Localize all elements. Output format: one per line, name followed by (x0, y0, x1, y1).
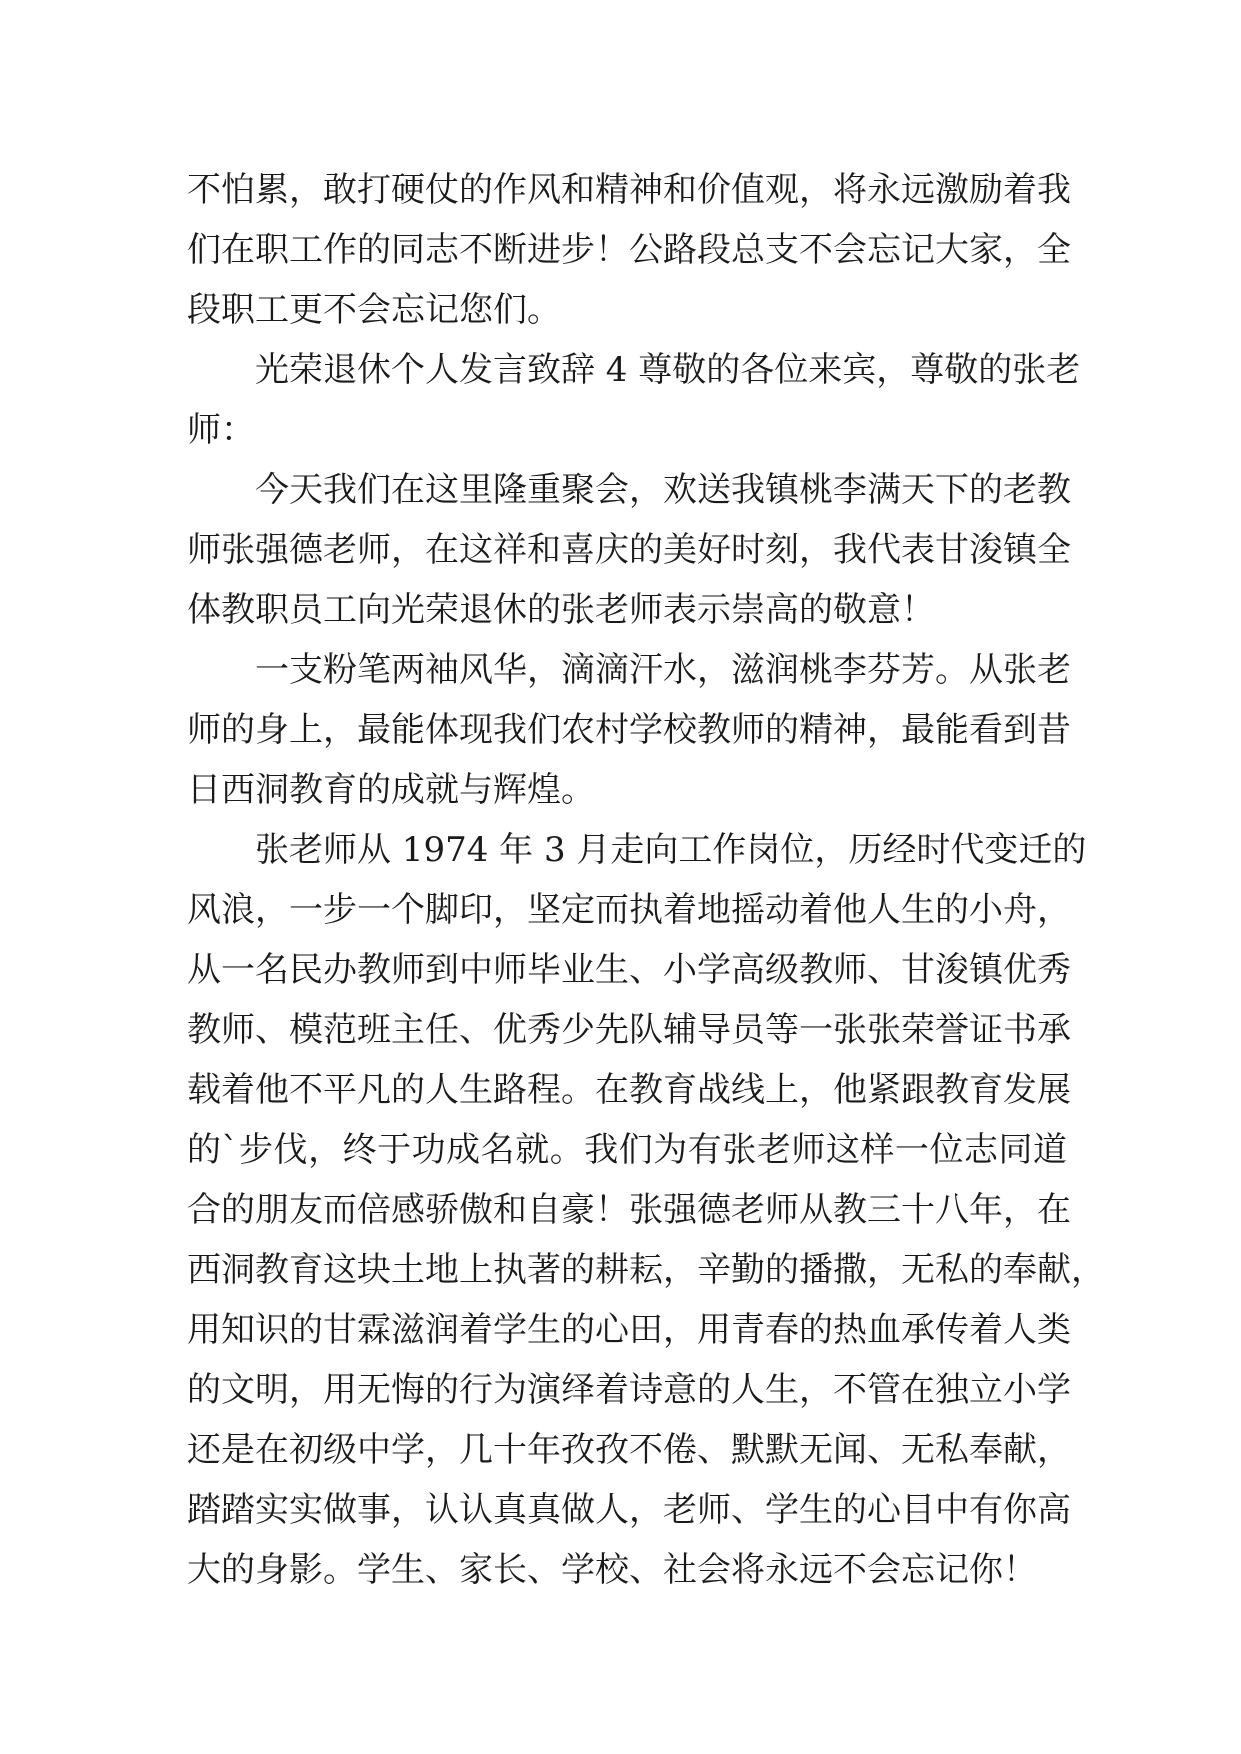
text-line: 师： (187, 410, 255, 450)
text-line: 教师、模范班主任、优秀少先队辅导员等一张张荣誉证书承 (187, 1010, 1071, 1050)
text-line: 张老师从 1974 年 3 月走向工作岗位，历经时代变迁的 (255, 830, 1087, 870)
text-line: 师张强德老师，在这祥和喜庆的美好时刻，我代表甘浚镇全 (187, 530, 1071, 570)
text-line: 合的朋友而倍感骄傲和自豪！张强德老师从教三十八年，在 (187, 1190, 1071, 1230)
text-line: 用知识的甘霖滋润着学生的心田，用青春的热血承传着人类 (187, 1310, 1071, 1350)
paragraph (187, 820, 1105, 1600)
paragraph (187, 160, 1071, 340)
text-line: 日西洞教育的成就与辉煌。 (187, 770, 595, 810)
text-line: 的文明，用无悔的行为演绎着诗意的人生，不管在独立小学 (187, 1370, 1071, 1410)
text-line: 今天我们在这里隆重聚会，欢送我镇桃李满天下的老教 (255, 470, 1071, 510)
text-line: 风浪，一步一个脚印，坚定而执着地摇动着他人生的小舟， (187, 890, 1071, 930)
text-line: 从一名民办教师到中师毕业生、小学高级教师、甘浚镇优秀 (187, 950, 1071, 990)
text-line: 还是在初级中学，几十年孜孜不倦、默默无闻、无私奉献， (187, 1430, 1071, 1470)
text-line: 一支粉笔两袖风华，滴滴汗水，滋润桃李芬芳。从张老 (255, 650, 1071, 690)
text-line: 段职工更不会忘记您们。 (187, 290, 561, 330)
text-line: 载着他不平凡的人生路程。在教育战线上，他紧跟教育发展 (187, 1070, 1071, 1110)
text-line: 的`步伐，终于功成名就。我们为有张老师这样一位志同道 (187, 1130, 1067, 1170)
text-line: 踏踏实实做事，认认真真做人，老师、学生的心目中有你高 (187, 1490, 1071, 1530)
text-line: 师的身上，最能体现我们农村学校教师的精神，最能看到昔 (187, 710, 1071, 750)
text-line: 大的身影。学生、家长、学校、社会将永远不会忘记你！ (187, 1550, 1037, 1590)
document-body (187, 160, 1105, 1600)
paragraph (187, 640, 1071, 820)
text-line: 体教职员工向光荣退休的张老师表示崇高的敬意！ (187, 590, 935, 630)
text-line: 不怕累，敢打硬仗的作风和精神和价值观，将永远激励着我 (187, 170, 1071, 210)
paragraph (187, 340, 1081, 460)
paragraph (187, 460, 1071, 640)
text-line: 们在职工作的同志不断进步！公路段总支不会忘记大家，全 (187, 230, 1071, 270)
text-line: 西洞教育这块土地上执著的耕耘，辛勤的播撒，无私的奉献， (187, 1250, 1105, 1290)
text-line: 光荣退休个人发言致辞 4 尊敬的各位来宾，尊敬的张老 (255, 350, 1081, 390)
